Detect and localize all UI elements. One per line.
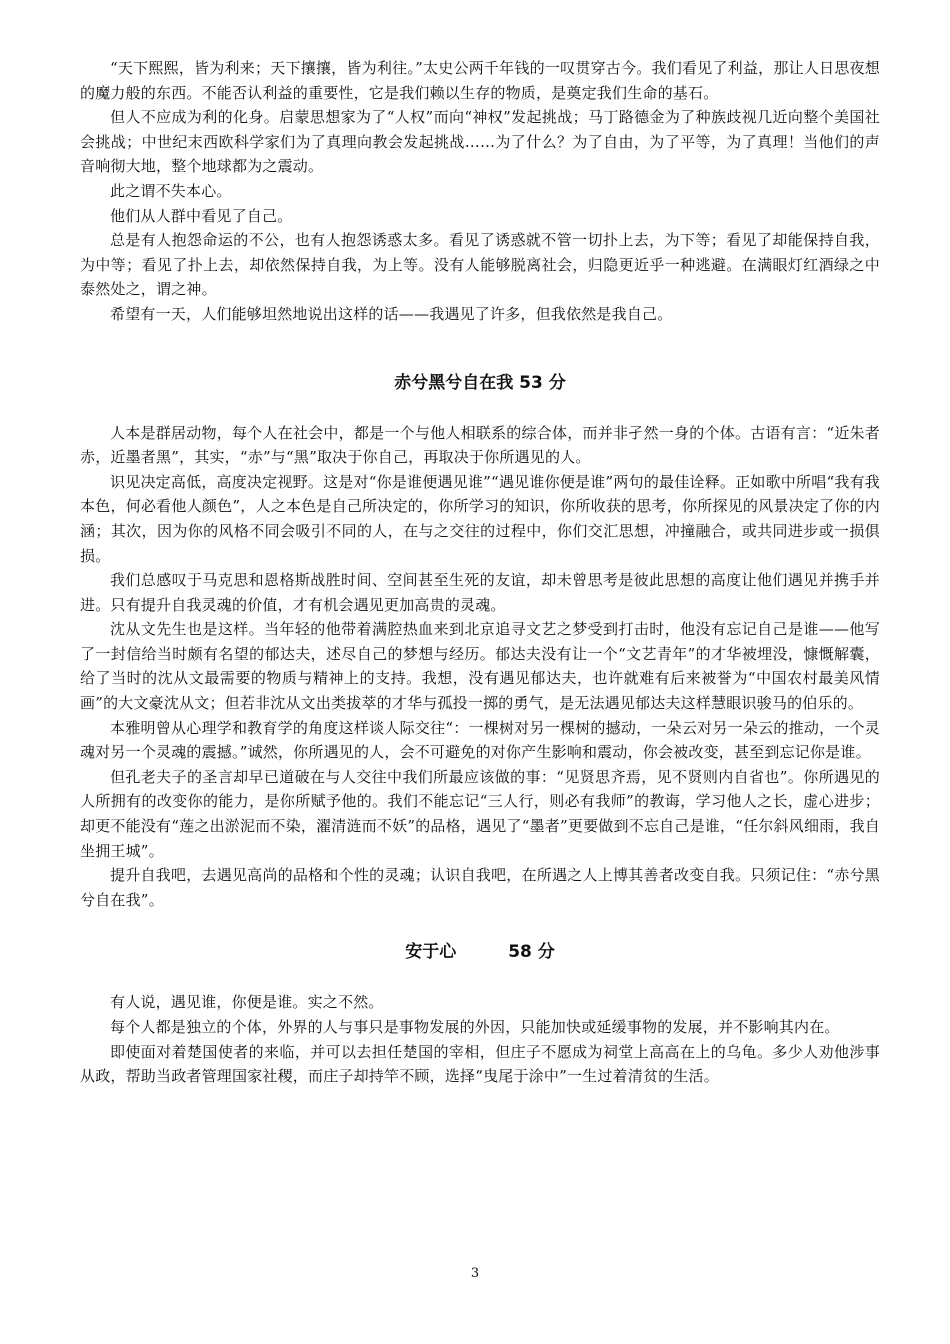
intro-paragraph: 他们从人群中看见了自己。 [110,206,293,225]
essay-paragraph: 本雅明曾从心理学和教育学的角度这样谈人际交往“：一棵树对另一棵树的撼动，一朵云对另一朵云的推动，一个灵魂对另一个灵魂的震撼。”诚然，你所遇见的人，会不可避免的对你产生影响和震动，你会被改变，甚至到忘记你是谁。 [80,718,880,762]
intro-paragraph: 总是有人抱怨命运的不公，也有人抱怨诱惑太多。看见了诱惑就不管一切扑上去，为下等；看见了却能保持自我，为中等；看见了扑上去，却依然保持自我，为上等。没有人能够脱离社会，归隐更近乎一种逃避。在满眼灯红酒绿之中泰然处之，谓之神。 [80,231,880,299]
intro-paragraph: 此之谓不失本心。 [110,181,232,200]
essay-paragraph: 识见决定高低，高度决定视野。这是对“你是谁便遇见谁”“遇见谁你便是谁”两句的最佳诠释。正如歌中所唱“我有我本色，何必看他人颜色”，人之本色是自己所决定的，你所学习的知识，你所收获的思考，你所探见的风景决定了你的内涵；其次，因为你的风格不同会吸引不同的人，在与之交往的过程中，你们交汇思想，冲撞融合，或共同进步或一损俱损。 [80,472,880,565]
essay-title-text: 安于心 [405,942,457,963]
essay-paragraph: 我们总感叹于马克思和恩格斯战胜时间、空间甚至生死的友谊，却未曾思考是彼此思想的高度让他们遇见并携手并进。只有提升自我灵魂的价值，才有机会遇见更加高贵的灵魂。 [80,571,880,614]
essay-paragraph: 提升自我吧，去遇见高尚的品格和个性的灵魂；认识自我吧，在所遇之人上博其善者改变自我。只须记住：“赤兮黑兮自在我”。 [80,866,880,909]
intro-section [80,56,880,327]
intro-paragraph: 但人不应成为利的化身。启蒙思想家为了“人权”而向“神权”发起挑战；马丁路德金为了种族歧视几近向整个美国社会挑战；中世纪末西欧科学家们为了真理向教会发起挑战……为了什么？为了自由，为了平等，为了真理！当他们的声音响彻大地，整个地球都为之震动。 [80,108,880,176]
essay-score: 58 分 [508,942,555,963]
essay-paragraph: 即使面对着楚国使者的来临，并可以去担任楚国的宰相，但庄子不愿成为祠堂上高高在上的乌龟。多少人劝他涉事从政，帮助当政者管理国家社稷，而庄子却持竿不顾，选择“曳尾于涂中”一生过着清贫的生活。 [80,1042,880,1086]
essay-section [80,990,880,1088]
intro-paragraph: “天下熙熙，皆为利来；天下攘攘，皆为利往。”太史公两千年钱的一叹贯穿古今。我们看见了利益，那让人日思夜想的魔力般的东西。不能否认利益的重要性，它是我们赖以生存的物质，是奠定我们生命的基石。 [80,59,880,102]
essay-title [80,940,880,964]
essay-paragraph: 每个人都是独立的个体，外界的人与事只是事物发展的外因，只能加快或延缓事物的发展，并不影响其内在。 [110,1018,840,1036]
document-page [80,56,880,1089]
page-number: 3 [470,1266,480,1281]
intro-paragraph: 希望有一天，人们能够坦然地说出这样的话——我遇见了许多，但我依然是我自己。 [110,304,673,323]
essay-section [80,421,880,913]
essay-paragraph: 沈从文先生也是这样。当年轻的他带着满腔热血来到北京追寻文艺之梦受到打击时，他没有忘记自己是谁——他写了一封信给当时颇有名望的郁达夫，述尽自己的梦想与经历。郁达夫没有让一个“文艺青年”的才华被埋没，慷慨解囊，给了当时的沈从文最需要的物质与精神上的支持。我想，没有遇见郁达夫，也许就难有后来被誉为“中国农村最美风情画”的大文豪沈从文；但若非沈从文出类拔萃的才华与孤投一掷的勇气，是无法遇见郁达夫这样慧眼识骏马的伯乐的。 [80,620,880,713]
essay-paragraph: 人本是群居动物，每个人在社会中，都是一个与他人相联系的综合体，而并非孑然一身的个体。古语有言：“近朱者赤，近墨者黑”，其实，“赤”与“黑”取决于你自己，再取决于你所遇见的人。 [80,423,880,467]
essay-paragraph: 有人说，遇见谁，你便是谁。实之不然。 [110,993,384,1012]
essay-paragraph: 但孔老夫子的圣言却早已道破在与人交往中我们所最应该做的事：“见贤思齐焉，见不贤则内自省也”。你所遇见的人所拥有的改变你的能力，是你所赋予他的。我们不能忘记“三人行，则必有我师”的教诲，学习他人之长，虚心进步；却更不能没有“莲之出淤泥而不染，濯清涟而不妖”的品格，遇见了“墨者”更要做到不忘自己是谁，“任尔斜风细雨，我自坐拥王城”。 [80,767,880,860]
essay-title: 赤兮黑兮自在我 53 分 [394,372,566,393]
